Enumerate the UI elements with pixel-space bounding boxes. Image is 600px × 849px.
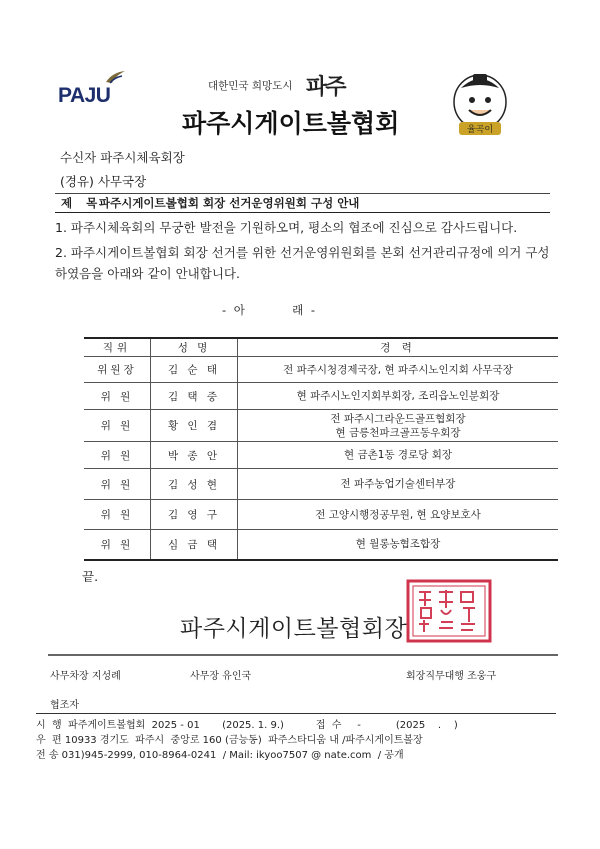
paju-logo-mark-icon: [104, 70, 126, 84]
org-title: 파주시게이트볼협회: [182, 109, 400, 138]
footer-address: 우 편 10933 경기도 파주시 중앙로 160 (금능동) 파주스타디움 내 /파주시게이트볼장: [36, 735, 423, 746]
cell-career: [238, 442, 559, 469]
cell-name: 박 종 안: [151, 442, 238, 469]
career-line: 현 금촌1동 경로당 회장: [344, 449, 452, 461]
header-position: 직위: [84, 338, 151, 357]
career-line: 전 고양시행정공무원, 현 요양보호사: [315, 508, 481, 521]
footer-contact: 전 송 031)945-2999, 010-8964-0241 / Mail: ikyoo7507 @ nate.com / 공개: [36, 750, 404, 761]
end-mark: 끝.: [82, 569, 99, 584]
paragraph-2: 2. 파주시게이트볼협회 회장 선거를 위한 선거운영위원회를 본회 선거관리규정에 의거 구성하였음을 아래와 같이 안내합니다.: [55, 245, 550, 281]
approval-acting-president: 회장직무대행 조웅구: [406, 671, 497, 682]
table-header-row: [84, 338, 558, 357]
cell-position: 위 원: [84, 383, 151, 410]
mascot-yulgogi-icon: [451, 72, 509, 138]
table-row: [84, 530, 558, 560]
career-line: 현 월롱농협조합장: [355, 538, 441, 551]
cell-name: 심 금 택: [151, 530, 238, 560]
career-line: 현 파주시노인지회부회장, 조리읍노인분회장: [296, 390, 500, 402]
cell-career: [238, 357, 559, 383]
cell-career: [238, 500, 559, 530]
subject-text: 파주시게이트볼협회 회장 선거운영위원회 구성 안내: [99, 196, 360, 210]
official-seal-icon: [405, 578, 493, 644]
table-row: [84, 357, 558, 383]
cell-position: 위원장: [84, 357, 151, 383]
cell-career: [238, 469, 559, 500]
table-row: [84, 383, 558, 410]
cell-position: 위 원: [84, 410, 151, 442]
cooperator-label: 협조자: [50, 700, 79, 711]
cell-position: 위 원: [84, 500, 151, 530]
table-row: [84, 410, 558, 442]
table-row: [84, 500, 558, 530]
approval-deputy: 사무차장 지성례: [50, 671, 121, 682]
table-row: [84, 442, 558, 469]
header-career: 경 력: [238, 338, 559, 357]
svg-text:율곡이: 율곡이: [466, 125, 494, 135]
paju-logo-text: PAJU: [58, 84, 111, 107]
city-slogan: [208, 74, 345, 100]
career-line: 전 파주농업기술센터부장: [340, 478, 456, 490]
subject-label: 제 목: [61, 196, 103, 210]
cell-name: 황 인 겸: [151, 410, 238, 442]
cell-position: 위 원: [84, 530, 151, 560]
subject-row: [55, 193, 550, 213]
cell-career: [238, 410, 559, 442]
career-line: 전 파주시청경제국장, 현 파주시노인지회 사무국장: [283, 363, 513, 376]
cell-name: 김 영 구: [151, 500, 238, 530]
table-row: [84, 469, 558, 500]
slogan-prefix: 대한민국 희망도시: [208, 80, 293, 92]
committee-table: [84, 337, 558, 561]
slogan-brush-text: 파주: [306, 74, 345, 100]
signer-title: 파주시게이트볼협회장: [180, 616, 408, 642]
paju-city-logo: [58, 84, 110, 108]
cell-position: 위 원: [84, 469, 151, 500]
cell-name: 김 택 중: [151, 383, 238, 410]
via-line: (경유) 사무국장: [60, 174, 147, 189]
cell-career: [238, 383, 559, 410]
paragraph-1: 1. 파주시체육회의 무궁한 발전을 기원하오며, 평소의 협조에 진심으로 감사드립니다.: [55, 220, 518, 235]
cell-name: 김 성 현: [151, 469, 238, 500]
footer-enforcement: 시 행 파주게이트볼협회 2025 - 01 (2025. 1. 9.) 접 수 - (2025 . ): [36, 720, 458, 731]
career-line: 현 금릉천파크골프동우회장: [335, 426, 461, 439]
recipient: 수신자 파주시체육회장: [60, 150, 185, 165]
cell-position: 위 원: [84, 442, 151, 469]
footer-divider: [36, 713, 556, 714]
cell-career: [238, 530, 559, 560]
career-line: 전 파주시그라운드골프협회장: [330, 412, 466, 425]
below-heading: - 아 래 -: [222, 303, 318, 317]
approval-divider: [48, 654, 558, 656]
header-name: 성 명: [151, 338, 238, 357]
cell-name: 김 순 태: [151, 357, 238, 383]
approval-secretary: 사무장 유인국: [190, 671, 252, 682]
